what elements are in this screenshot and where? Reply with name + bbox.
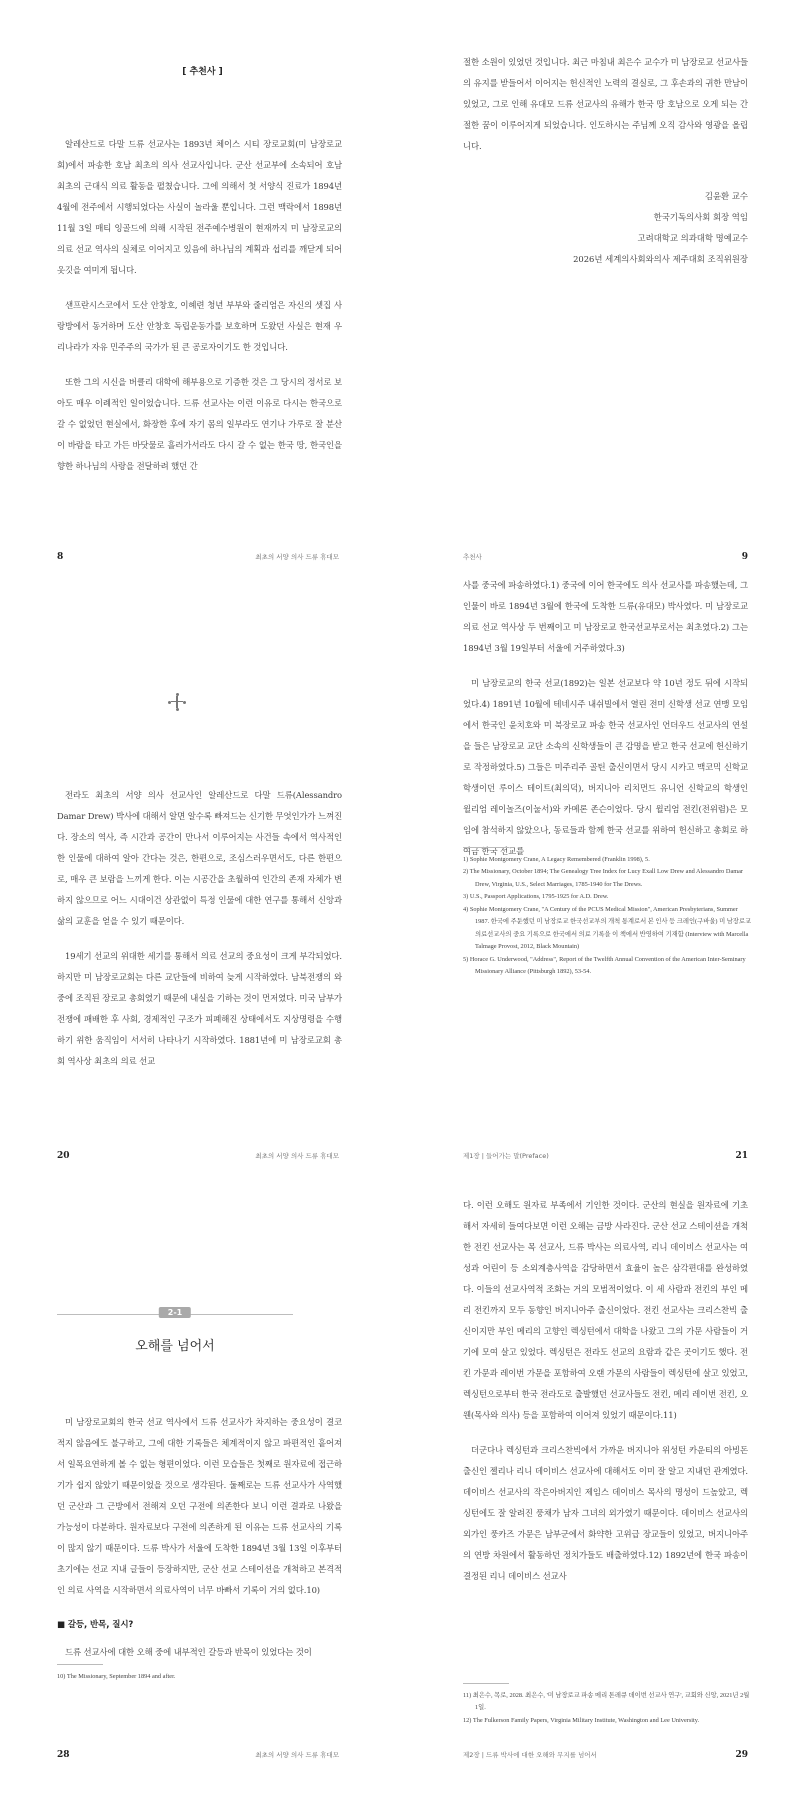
section-heading: [ 추천사 ] <box>182 67 223 77</box>
page-number: 28 <box>57 1750 70 1760</box>
footnote-rule <box>57 1664 103 1665</box>
chapter-number-bar <box>57 1305 293 1323</box>
paragraph: 드류 선교사에 대한 오해 중에 내부적인 갈등과 반목이 있었다는 것이 <box>65 1647 312 1657</box>
chapter-title: 오해를 넘어서 <box>135 1339 215 1354</box>
paragraph: 사를 중국에 파송하였다.1) 중국에 이어 한국에도 의사 선교사를 파송했는데, 그 인물이 바로 1894년 3월에 한국에 도착한 드류(유대모) 박사였다. 미 남장로교 의료 선교 역사상 두 번째이고 미 남장로교 한국선교부로서는 최초였다.2) 그는 1894년 3월 19일부터 서울에 거주하였다.3) <box>463 580 748 653</box>
footnote: 1) Sophie Montgomery Crane, A Legacy Remembered (Franklin 1998), 5. <box>463 855 650 863</box>
running-head: 최초의 서양 의사 드류 휴대모 <box>255 1152 339 1160</box>
body-text <box>463 1195 748 1601</box>
footnote: 12) The Fulkerson Family Papers, Virginia Military Institute, Washington and Lee University. <box>463 1716 700 1724</box>
page-number: 8 <box>57 552 64 562</box>
body-text <box>57 785 342 1086</box>
page-number: 21 <box>735 1151 748 1161</box>
ornament-icon <box>171 696 183 708</box>
running-head: 제2장 | 드류 박사에 대한 오해와 무지를 넘어서 <box>463 1751 597 1759</box>
body-text <box>463 575 748 876</box>
subheading: ■ 갈등, 반목, 질시? <box>57 1620 134 1630</box>
signature-name: 김윤환 교수 <box>704 191 748 201</box>
page-8 <box>0 0 405 599</box>
body-text <box>57 134 342 491</box>
paragraph: 절한 소원이 있었던 것입니다. 최근 마침내 최은수 교수가 미 남장로교 선교사들의 유지를 받들어서 이어지는 헌신적인 노력의 결실로, 그 후손과의 귀한 만남이 있었고, 그로 인해 유대모 드류 선교사의 유해가 한국 땅 호남으로 오게 되는 간절한 꿈이 이루어지게 되었습니다. 인도하시는 주님께 오직 감사와 영광을 올립니다. <box>463 57 748 151</box>
footnote: 5) Horace G. Underwood, "Address", Report of the Twelfth Annual Convention of the American Inter-Seminary Missionary Alliance (Pittsburgh 1892), 53-54. <box>463 955 746 976</box>
page-29 <box>405 1198 810 1797</box>
footnote-rule <box>463 1683 509 1684</box>
paragraph: 샌프란시스코에서 도산 안창호, 이혜련 청년 부부와 줄리엄은 자신의 셋집 사랑방에서 동거하며 도산 안창호 독립운동가를 보호하며 도왔던 사실은 현재 우리나라가 자유 민주주의 국가가 된 큰 공로자이기도 한 것입니다. <box>57 300 342 352</box>
chapter-badge: 2-1 <box>159 1307 191 1318</box>
signature-block <box>573 186 748 270</box>
paragraph: 또한 그의 시신을 버클리 대학에 해부용으로 기증한 것은 그 당시의 정서로 보아도 매우 이례적인 일이었습니다. 드류 선교사는 이런 이유로 다시는 한국으로 갈 수 없었던 현실에서, 화장한 후에 자기 몸의 일부라도 연기나 가루로 잘 분산이 바람을 타고 가든 바닷물로 흘러가서라도 다시 갈 수 없는 한국 땅, 한국인을 향한 하나님의 사랑을 전달하려 했던 간 <box>57 377 342 471</box>
page-number: 9 <box>741 552 748 562</box>
page-9 <box>405 0 810 599</box>
paragraph: 전라도 최초의 서양 의사 선교사인 알레산드로 다말 드류(Alessandro Damar Drew) 박사에 대해서 알면 알수록 빠져드는 신기한 무엇인가가 느껴진다. 장소의 역사, 즉 시간과 공간이 만나서 이루어지는 사건들 속에서 역사적인 한 인물에 대하여 알아 간다는 것은, 한편으로, 조심스러우면서도, 다른 한편으로, 매우 큰 보람을 느끼게 한다. 이는 시공간을 초월하여 인간의 존재 자체가 변하지 않으므로 어느 시대이건 상관없이 특정 인물에 대한 연구를 통해서 신앙과 삶의 교훈을 얻을 수 있기 때문이다. <box>57 790 342 926</box>
page-21 <box>405 580 810 1198</box>
signature-title: 고려대학교 의과대학 명예교수 <box>637 233 748 243</box>
footnote: 11) 최은수, 목로, 2028. 최은수, '미 남장로교 파송 메리 톤레큐 데이번 선교사 연구', 교회와 신앙, 2021년 2월 1일. <box>463 1691 750 1712</box>
page-number: 29 <box>735 1750 748 1760</box>
paragraph: 알레산드로 다말 드류 선교사는 1893년 체이스 시티 장로교회(미 남장로교회)에서 파송한 호남 최초의 의사 선교사입니다. 군산 선교부에 소속되어 호남 최초의 근대식 의료 활동을 펼쳤습니다. 그에 의해서 첫 서양식 진료가 1894년 4월에 전주에서 시행되었다는 사실이 놀라울 뿐입니다. 그런 맥락에서 1898년 11월 3일 매티 잉골드에 의해 시작된 전주예수병원이 현재까지 미 남장로교의 의료 선교 역사의 실체로 이어지고 있음에 하나님의 계획과 섭리를 깨닫게 되어 옷깃을 여미게 됩니다. <box>57 139 342 275</box>
paragraph: 더군다나 렉싱턴과 크리스찬빅에서 가까운 버지니아 위성턴 카운티의 아빙돈 출신인 젤리나 리니 데이비스 선교사에 대해서도 이미 잘 알고 지내던 관계였다. 데이비스 선교사의 작은아버지인 제임스 데이비스 목사의 명성이 드높았고, 렉싱턴에도 잘 알려진 풍채가 남자 그녀의 외가였기 때문이다. 데이비스 선교사의 외가인 풍카즈 가문은 남부군에서 화약한 고위급 장교들이 있었고, 버지니아주의 연방 차원에서 활동하던 정치가들도 배출하였다.12) 1892년에 한국 파송이 결정된 리니 데이비스 선교사 <box>463 1445 748 1581</box>
footnotes <box>463 1683 753 1727</box>
body-text <box>57 1412 342 1677</box>
paragraph: 다. 이런 오해도 원자료 부족에서 기인한 것이다. 군산의 현실을 원자료에 기초해서 자세히 들여다보면 이런 오해는 금방 사라진다. 군산 선교 스테이션을 개척한 전킨 선교사는 목 선교사, 드류 박사는 의료사역, 리니 데이비스 선교사는 여성과 어린이 등 소외계층사역을 감당하면서 효율이 높은 삼각편대를 완성하였다. 이들의 선교사역적 조화는 거의 모범적이었다. 이 세 사람과 전킨의 부인 메리 전킨까지 모두 동향인 버지니아주 출신이었다. 전킨 선교사는 크리스찬빅 출신이지만 부인 메리의 고향인 렉싱턴에서 대학을 나왔고 그의 가문 사람들이 거기에 모여 살고 있었다. 렉싱턴은 전라도 선교의 요람과 같은 곳이기도 했다. 전킨 가문과 레이번 가문을 포함하여 오랜 가문의 사람들이 렉싱턴에 살고 있었고, 렉싱턴으로부터 한국 전라도로 출발했던 선교사들도 전킨, 메리 레이번 전킨, 오웬(목사와 의사) 등을 포함하여 이어져 있었기 때문이다.11) <box>463 1200 748 1420</box>
page-number: 20 <box>57 1151 70 1161</box>
paragraph: 미 남장로교회의 한국 선교 역사에서 드류 선교사가 차지하는 중요성이 결코 적지 않음에도 불구하고, 그에 대한 기록들은 체계적이지 않고 파편적인 흩어져서 일목요연하게 볼 수 없는 형편이었다. 이런 모습들은 첫째로 원자료에 접근하기가 쉽지 않았기 때문이었을 것으로 생각된다. 둘째로는 드류 선교사가 사역했던 군산과 그 근방에서 전해져 오던 구전에 의존한다 보니 이런 결과로 나왔을 가능성이 다분하다. 원자료보다 구전에 의존하게 된 이유는 드류 선교사의 기록이 많지 않기 때문이다. 드류 박사가 서울에 도착한 1894년 3월 13일 이후부터 초기에는 선교 지내 글들이 등장하지만, 군산 선교 스테이션을 개척하고 본격적인 의료 사역을 시작하면서 의료사역이 너무 바빠서 기록이 거의 없다.10) <box>57 1417 342 1595</box>
footnote: 2) The Missionary, October 1894; The Genealogy Tree Index for Lucy Exall Low Drew and Alessandro Damar Drew, Virginia, U.S., Select Marriages, 1785-1940 for The Drews. <box>463 868 744 888</box>
page-28 <box>0 1198 405 1797</box>
footnotes <box>463 847 753 979</box>
paragraph: 미 남장로교의 한국 선교(1892)는 일본 선교보다 약 10년 정도 뒤에 시작되었다.4) 1891년 10월에 테네시주 내쉬빌에서 열린 전미 신학생 선교 연맹 모임에서 한국인 윤치호와 미 북장로교 파송 한국 선교사인 언더우드 선교사의 연설을 들은 남장로교 교단 소속의 신학생들이 큰 감명을 받고 한국 선교에 헌신하기로 작정하였다.5) 그들은 미주리주 골틴 출신이면서 당시 시카고 맥코믹 신학교 학생이던 루이스 테이트(최의덕), 버지니아 리치먼드 유니언 신학교의 학생인 윌리엄 레이놀즈(이눌서)와 카메론 존슨이었다. 당시 윌리엄 전킨(전위렴)은 모임에 참석하지 않았으나, 동료들과 함께 한국 선교를 위하여 헌신하고 총회로 하여금 한국 선교를 <box>463 678 748 856</box>
running-head: 제1장 | 들어가는 말(Preface) <box>463 1152 549 1160</box>
footnote: 4) Sophie Montgomery Crane, "A Century of the PCUS Medical Mission", American Presbyterians, Summer 1987. 한국에 주둔했던 미 남장로교 한국선교부의 개척 통계로서 본 인사 등 크레인(구바울) 미 남장로교 의료선교사의 중요 기록으로 한국에서 의료 기록을 이 책에서 반영하여 기재함 (Interview with Marcella Talmage Provost, 2012, Black Mountain) <box>463 905 752 951</box>
body-text <box>463 52 748 171</box>
footnote-rule <box>463 847 509 848</box>
running-head: 최초의 서양 의사 드류 휴대모 <box>255 553 339 561</box>
footnote: 10) The Missionary, September 1894 and after. <box>57 1672 176 1680</box>
signature-title: 2026년 세계의사회와의사 제주대회 조직위원장 <box>573 254 748 264</box>
footnotes <box>57 1664 347 1683</box>
running-head: 최초의 서양 의사 드류 휴대모 <box>255 1751 339 1759</box>
running-head: 추천사 <box>463 553 482 561</box>
signature-title: 한국기독의사회 회장 역임 <box>653 212 748 222</box>
paragraph: 19세기 선교의 위대한 세기를 통해서 의료 선교의 중요성이 크게 부각되었다. 하지만 미 남장로교회는 다른 교단들에 비하여 늦게 시작하였다. 남북전쟁의 와중에 조직된 장로교 총회였기 때문에 내실을 기하는 것이 먼저였다. 미국 남부가 전쟁에 패배한 후 사회, 경제적인 구조가 피폐해진 상태에서도 지상명령을 수행하기 위한 움직임이 서서히 나타나기 시작하였다. 1881년에 미 남장로교회 총회 역사상 최초의 의료 선교 <box>57 951 342 1066</box>
page-20 <box>0 599 405 1198</box>
footnote: 3) U.S., Passport Applications, 1795-1925 for A.D. Drew. <box>463 893 609 901</box>
